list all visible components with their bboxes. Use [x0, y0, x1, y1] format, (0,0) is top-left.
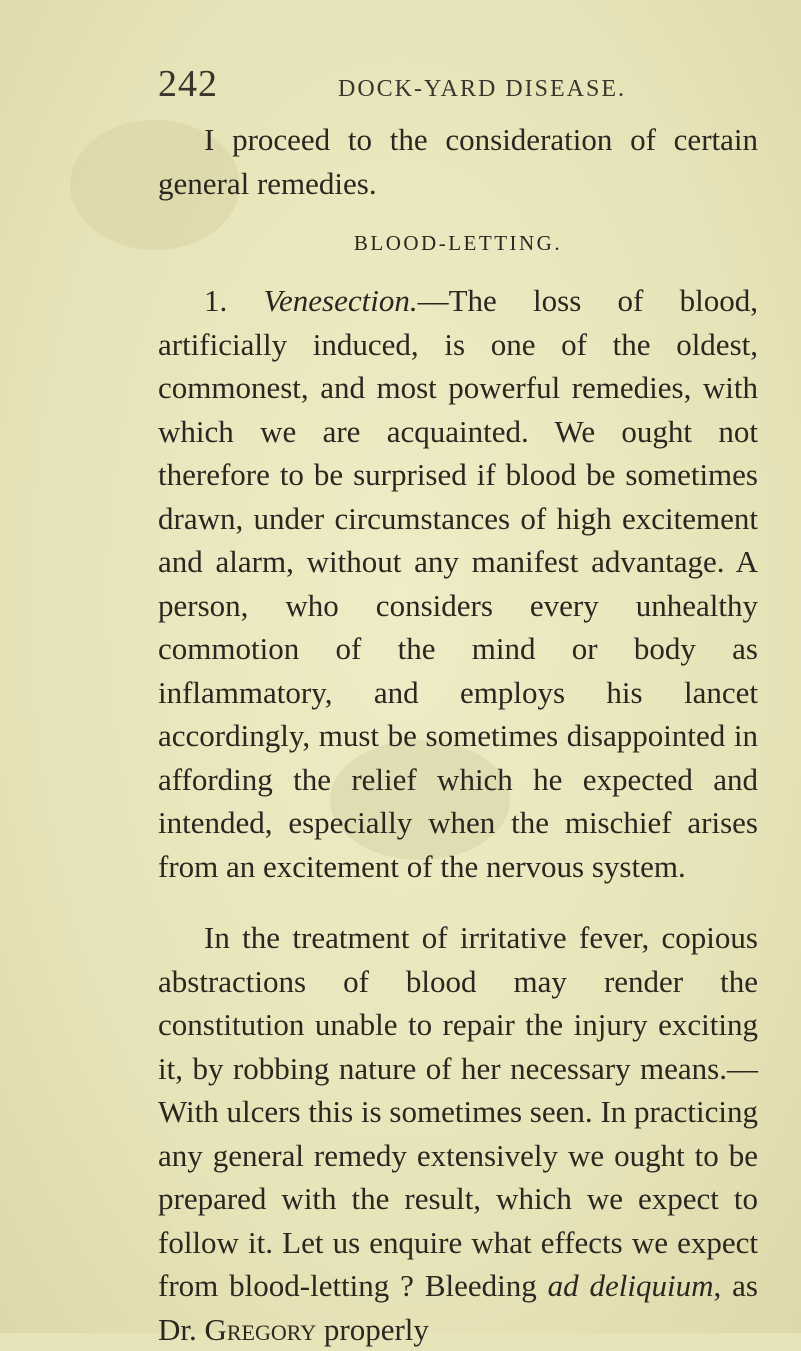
paragraph-title: Venesection.	[263, 283, 418, 318]
page-number: 242	[158, 63, 218, 105]
section-heading: BLOOD-LETTING.	[353, 231, 563, 255]
paragraph-venesection	[158, 279, 758, 888]
paragraph-text: In the treatment of irritative fever, copious abstractions of blood may render the constitution unable to repair the injury exciting it, by robbing nature of her necessary means.—With ulcers this is sometimes seen. In practicing any general remedy extensively we ought to be prepared with the result, which we expect to follow it. Let us enquire what effects we expect from blood-letting ? Bleeding	[158, 920, 758, 1303]
page-header	[158, 62, 758, 112]
latin-phrase: ad deliquium	[547, 1268, 714, 1303]
body-text	[158, 118, 758, 1351]
paragraph-text: properly	[316, 1311, 429, 1347]
paragraph-text: —The loss of blood, artificially induced, is one of the oldest, commonest, and most powerful remedies, with which we are acquainted. We ought not therefore to be surprised if blood be sometimes drawn, under circumstances of high excitement and alarm, without any manifest advantage. A person, who considers every unhealthy commotion of the mind or body as inflammatory, and employs his lancet accordingly, must be sometimes disappointed in affording the relief which he expected and intended, especially when the mischief arises from an excitement of the nervous system.	[158, 283, 759, 884]
intro-paragraph: I proceed to the consideration of certain general remedies.	[158, 122, 758, 201]
paragraph-irritative-fever	[158, 916, 758, 1351]
paragraph-text: , as Dr.	[158, 1268, 758, 1347]
running-head: DOCK-YARD DISEASE.	[338, 76, 627, 102]
author-name: Gregory	[204, 1311, 317, 1347]
paragraph-number: 1.	[204, 283, 228, 318]
